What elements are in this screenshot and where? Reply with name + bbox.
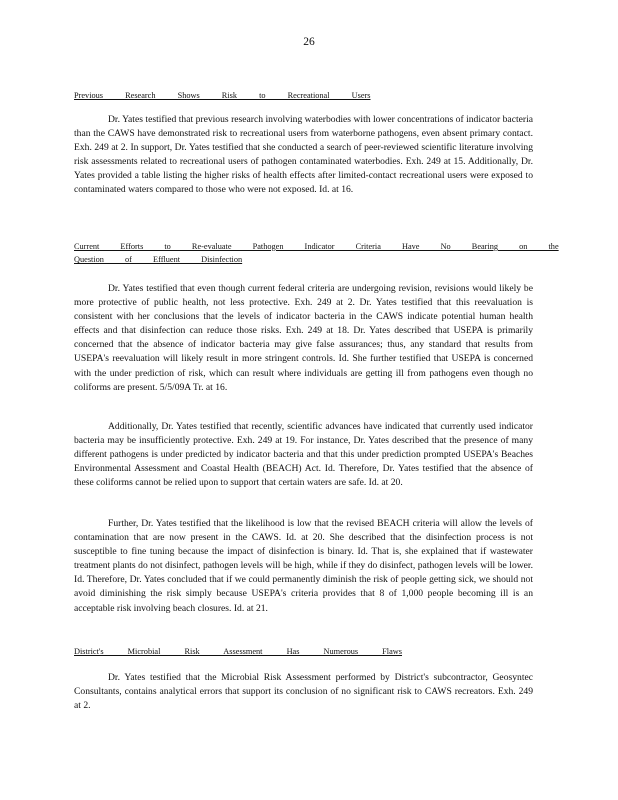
paragraph-text: Dr. Yates testified that previous research involving waterbodies with lower concentrations of indicator bacteria than the CAWS have demonstrated risk to recreational users from waterborne pathogens, even absent primary contact. Exh. 249 at 2. In support, Dr. Yates testified that she conducted a search of peer-reviewed scientific literature involving risk assessments related to recreational users of pathogen contaminated waterbodies. Exh. 249 at 15. Additionally, Dr. Yates provided a table listing the higher risks of health effects after limited-contact recreational users were exposed to contaminated waters compared to those who were not exposed. Id. at 16. (74, 114, 533, 196)
section-heading-previous-research (74, 89, 371, 102)
section-heading-line: Current Efforts to Re-evaluate Pathogen Indicator Criteria Have No Bearing on the (74, 242, 559, 251)
section-heading-line: Question of Effluent Disinfection (74, 255, 243, 264)
body-paragraph (74, 420, 533, 490)
body-paragraph (74, 671, 533, 713)
page-number: 26 (303, 36, 315, 48)
section-heading-current-efforts (74, 240, 559, 266)
body-paragraph (74, 517, 533, 616)
section-heading-line: Previous Research Shows Risk to Recreational Users (74, 91, 371, 100)
paragraph-text: Further, Dr. Yates testified that the likelihood is low that the revised BEACH criteria will allow the levels of contamination that are now present in the CAWS. Id. at 20. She described that the disinfection process is not susceptible to fine tuning because the impact of disinfection is binary. Id. That is, she explained that if wastewater treatment plants do not disinfect, pathogen levels will be high, while if they do disinfect, pathogen levels will be lower. Id. Therefore, Dr. Yates concluded that if we could permanently diminish the risk of people getting sick, we should not avoid diminishing the risk simply because USEPA's criteria provides that 8 of 1,000 people becoming ill is an acceptable risk involving beach closures. Id. at 21. (74, 518, 533, 614)
section-heading-district-risk-assessment (74, 645, 402, 658)
body-paragraph (74, 113, 533, 198)
body-paragraph (74, 282, 533, 395)
section-heading-line: District's Microbial Risk Assessment Has Numerous Flaws (74, 647, 403, 656)
paragraph-text: Additionally, Dr. Yates testified that recently, scientific advances have indicated that currently used indicator bacteria may be insufficiently protective. Exh. 249 at 19. For instance, Dr. Yates described that the presence of many different pathogens is under predicted by indicator bacteria and that this under prediction prompted USEPA's Beaches Environmental Assessment and Coastal Health (BEACH) Act. Id. Therefore, Dr. Yates testified that the absence of these coliforms cannot be relied upon to support that certain waters are safe. Id. at 20. (74, 421, 533, 489)
paragraph-text: Dr. Yates testified that the Microbial Risk Assessment performed by District's subcontractor, Geosyntec Consultants, contains analytical errors that support its conclusion of no significant risk to CAWS recreators. Exh. 249 at 2. (74, 672, 533, 712)
paragraph-text: Dr. Yates testified that even though current federal criteria are undergoing revision, revisions would likely be more protective of public health, not less protective. Exh. 249 at 2. Dr. Yates testified that this reevaluation is consistent with her conclusions that the levels of indicator bacteria in the CAWS indicate potential human health effects and that disinfection can reduce those risks. Exh. 249 at 18. Dr. Yates described that USEPA is primarily concerned that the absence of indicator bacteria may give false assurances; thus, any standard that results from USEPA's reevaluation will likely result in more stringent controls. Id. She further testified that USEPA is concerned with the under prediction of risk, which can result where individuals are getting ill from pathogens even though no coliforms are present. 5/5/09A Tr. at 16. (74, 283, 533, 393)
